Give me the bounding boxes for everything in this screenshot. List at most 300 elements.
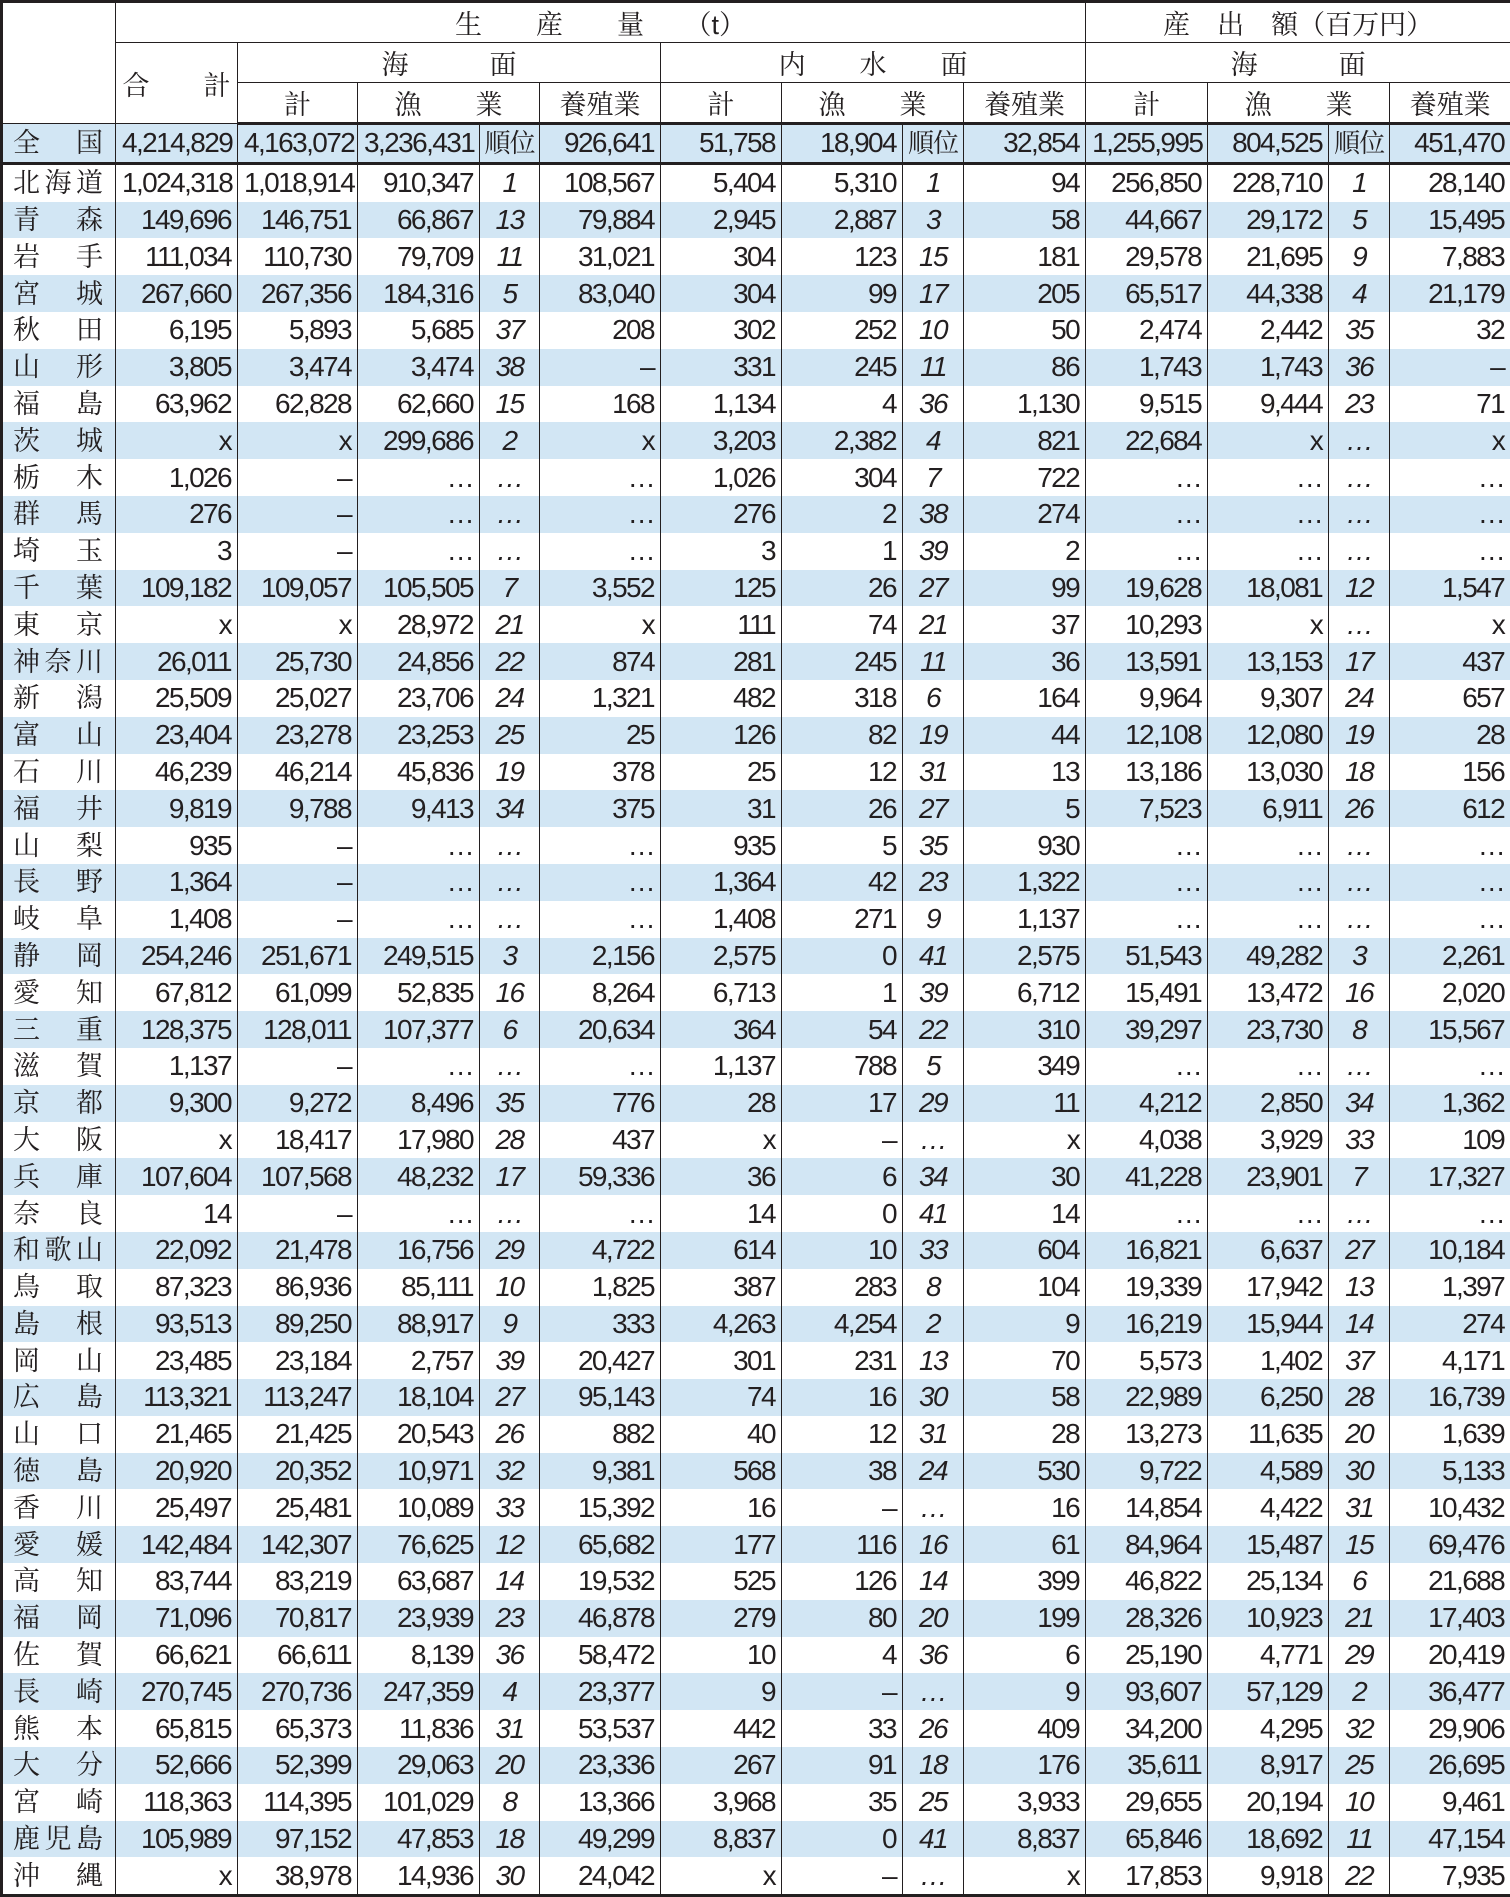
value-cell: 1,024,318 — [116, 163, 238, 201]
value-cell: 5,893 — [238, 312, 358, 349]
value-cell: 930 — [964, 827, 1086, 864]
rank-cell: 15 — [480, 386, 540, 423]
table-row — [2, 1747, 1510, 1784]
value-cell: 442 — [661, 1710, 782, 1747]
header-sea-total: 計 — [238, 83, 358, 124]
value-cell: 15,567 — [1390, 1011, 1510, 1048]
value-cell: 364 — [661, 1011, 782, 1048]
value-cell: … — [540, 827, 661, 864]
header-value-fishery: 漁 業 — [1208, 83, 1390, 124]
value-cell: 274 — [964, 496, 1086, 533]
value-cell: 23,278 — [238, 717, 358, 754]
value-cell: 3,236,431 — [358, 124, 480, 164]
value-cell: 231 — [782, 1342, 903, 1379]
value-cell: x — [661, 1857, 782, 1895]
value-cell: 21,465 — [116, 1416, 238, 1453]
value-cell: 142,484 — [116, 1526, 238, 1563]
value-cell: 83,040 — [540, 275, 661, 312]
rank-cell: 13 — [480, 202, 540, 239]
table-row — [2, 1269, 1510, 1306]
rank-cell: … — [480, 459, 540, 496]
value-cell: 66,621 — [116, 1637, 238, 1674]
rank-cell: 33 — [480, 1489, 540, 1526]
rank-cell: 31 — [1329, 1489, 1390, 1526]
value-cell: 11,635 — [1208, 1416, 1329, 1453]
value-cell: … — [540, 1195, 661, 1232]
rank-cell: 32 — [1329, 1710, 1390, 1747]
value-cell: 16 — [964, 1489, 1086, 1526]
value-cell: 245 — [782, 349, 903, 386]
value-cell: 15,944 — [1208, 1306, 1329, 1343]
value-cell: – — [782, 1122, 903, 1159]
rank-cell: 24 — [480, 680, 540, 717]
value-cell: 13,273 — [1086, 1416, 1208, 1453]
value-cell: 249,515 — [358, 938, 480, 975]
value-cell: 18,904 — [782, 124, 903, 164]
value-cell: – — [1390, 349, 1510, 386]
prefecture-name: 岐阜 — [2, 901, 116, 938]
header-sea-aquaculture: 養殖業 — [540, 83, 661, 124]
value-cell: 181 — [964, 238, 1086, 275]
value-cell: 2 — [782, 496, 903, 533]
value-cell: 5,310 — [782, 163, 903, 201]
rank-cell: 8 — [1329, 1011, 1390, 1048]
value-cell: 36,477 — [1390, 1673, 1510, 1710]
rank-cell: … — [480, 864, 540, 901]
value-cell: 70 — [964, 1342, 1086, 1379]
table-row — [2, 386, 1510, 423]
value-cell: 58 — [964, 202, 1086, 239]
value-cell: 270,745 — [116, 1673, 238, 1710]
value-cell: x — [1390, 422, 1510, 459]
rank-cell: 3 — [480, 938, 540, 975]
value-cell: … — [1390, 459, 1510, 496]
value-cell: … — [1390, 864, 1510, 901]
value-cell: 109 — [1390, 1122, 1510, 1159]
value-cell: 128,011 — [238, 1011, 358, 1048]
value-cell: 1,547 — [1390, 570, 1510, 607]
value-cell: 5,404 — [661, 163, 782, 201]
value-cell: … — [358, 1048, 480, 1085]
value-cell: 9,819 — [116, 790, 238, 827]
value-cell: 17,403 — [1390, 1600, 1510, 1637]
value-cell: 13,472 — [1208, 974, 1329, 1011]
value-cell: x — [238, 422, 358, 459]
table-row — [2, 1195, 1510, 1232]
value-cell: 125 — [661, 570, 782, 607]
rank-cell: 12 — [480, 1526, 540, 1563]
value-cell: 9,722 — [1086, 1453, 1208, 1490]
value-cell: 0 — [782, 1821, 903, 1858]
rank-cell: 7 — [1329, 1158, 1390, 1195]
value-cell: 26,695 — [1390, 1747, 1510, 1784]
value-cell: 4,214,829 — [116, 124, 238, 164]
rank-cell: 36 — [480, 1637, 540, 1674]
value-cell: 18,104 — [358, 1379, 480, 1416]
value-cell: 874 — [540, 643, 661, 680]
value-cell: 88,917 — [358, 1306, 480, 1343]
header-value-total: 計 — [1086, 83, 1208, 124]
value-cell: 63,687 — [358, 1563, 480, 1600]
value-cell: 256,850 — [1086, 163, 1208, 201]
value-cell: 9,788 — [238, 790, 358, 827]
value-cell: 23,730 — [1208, 1011, 1329, 1048]
prefecture-name: 奈良 — [2, 1195, 116, 1232]
table-row — [2, 1784, 1510, 1821]
value-cell: 304 — [661, 238, 782, 275]
value-cell: 26 — [782, 570, 903, 607]
value-cell: 1,408 — [116, 901, 238, 938]
value-cell: 66,611 — [238, 1637, 358, 1674]
value-cell: … — [540, 901, 661, 938]
rank-cell: 2 — [1329, 1673, 1390, 1710]
rank-cell: 11 — [1329, 1821, 1390, 1858]
value-cell: – — [782, 1673, 903, 1710]
value-cell: 89,250 — [238, 1306, 358, 1343]
value-cell: 20,419 — [1390, 1637, 1510, 1674]
value-cell: 6,911 — [1208, 790, 1329, 827]
rank-cell: 39 — [480, 1342, 540, 1379]
value-cell: 29,172 — [1208, 202, 1329, 239]
value-cell: 482 — [661, 680, 782, 717]
prefecture-name: 宮崎 — [2, 1784, 116, 1821]
value-cell: 11,836 — [358, 1710, 480, 1747]
value-cell: 86,936 — [238, 1269, 358, 1306]
value-cell: 44 — [964, 717, 1086, 754]
value-cell: 63,962 — [116, 386, 238, 423]
value-cell: 15,392 — [540, 1489, 661, 1526]
rank-cell: 30 — [1329, 1453, 1390, 1490]
rank-cell: 4 — [480, 1673, 540, 1710]
prefecture-name: 佐賀 — [2, 1637, 116, 1674]
value-cell: 10,293 — [1086, 606, 1208, 643]
prefecture-name: 山梨 — [2, 827, 116, 864]
value-cell: 9 — [964, 1306, 1086, 1343]
prefecture-name: 岩手 — [2, 238, 116, 275]
value-cell: 105,505 — [358, 570, 480, 607]
value-cell: 48,232 — [358, 1158, 480, 1195]
rank-cell: 31 — [480, 1710, 540, 1747]
value-cell: 108,567 — [540, 163, 661, 201]
value-cell: 46,878 — [540, 1600, 661, 1637]
value-cell: 19,628 — [1086, 570, 1208, 607]
rank-cell: 6 — [480, 1011, 540, 1048]
value-cell: 804,525 — [1208, 124, 1329, 164]
value-cell: 9 — [661, 1673, 782, 1710]
value-cell: 16,739 — [1390, 1379, 1510, 1416]
value-cell: 1,130 — [964, 386, 1086, 423]
value-cell: 331 — [661, 349, 782, 386]
rank-cell: 1 — [903, 163, 964, 201]
value-cell: 2,261 — [1390, 938, 1510, 975]
value-cell: 4,163,072 — [238, 124, 358, 164]
rank-cell: 10 — [1329, 1784, 1390, 1821]
rank-cell: 3 — [903, 202, 964, 239]
value-cell: 26 — [782, 790, 903, 827]
value-cell: 18,081 — [1208, 570, 1329, 607]
value-cell: 32,854 — [964, 124, 1086, 164]
prefecture-name: 東京 — [2, 606, 116, 643]
value-cell: … — [1208, 864, 1329, 901]
value-cell: 65,682 — [540, 1526, 661, 1563]
value-cell: 4,422 — [1208, 1489, 1329, 1526]
table-row — [2, 1526, 1510, 1563]
value-cell: … — [540, 1048, 661, 1085]
value-cell: 20,427 — [540, 1342, 661, 1379]
table-row — [2, 1379, 1510, 1416]
value-cell: 304 — [782, 459, 903, 496]
value-cell: 28,972 — [358, 606, 480, 643]
value-cell: … — [540, 533, 661, 570]
rank-cell: 2 — [480, 422, 540, 459]
value-cell: 46,239 — [116, 754, 238, 791]
value-cell: 37 — [964, 606, 1086, 643]
rank-cell: 36 — [903, 1637, 964, 1674]
value-cell: 9,515 — [1086, 386, 1208, 423]
value-cell: 51,758 — [661, 124, 782, 164]
value-cell: 1 — [782, 974, 903, 1011]
rank-cell: 24 — [1329, 680, 1390, 717]
value-cell: 375 — [540, 790, 661, 827]
value-cell: 42 — [782, 864, 903, 901]
value-cell: 17,327 — [1390, 1158, 1510, 1195]
value-cell: 437 — [1390, 643, 1510, 680]
value-cell: 164 — [964, 680, 1086, 717]
value-cell: 6,195 — [116, 312, 238, 349]
value-cell: 52,666 — [116, 1747, 238, 1784]
value-cell: 1,362 — [1390, 1085, 1510, 1122]
value-cell: 41,228 — [1086, 1158, 1208, 1195]
value-cell: 9,413 — [358, 790, 480, 827]
value-cell: … — [1208, 901, 1329, 938]
value-cell: x — [116, 1857, 238, 1895]
value-cell: 3 — [116, 533, 238, 570]
value-cell: 66,867 — [358, 202, 480, 239]
value-cell: 2 — [964, 533, 1086, 570]
value-cell: 13,186 — [1086, 754, 1208, 791]
table-row — [2, 790, 1510, 827]
table-row — [2, 974, 1510, 1011]
rank-cell: 6 — [903, 680, 964, 717]
prefecture-name: 埼玉 — [2, 533, 116, 570]
table-row — [2, 1600, 1510, 1637]
table-row — [2, 349, 1510, 386]
value-cell: 1,322 — [964, 864, 1086, 901]
value-cell: 17,853 — [1086, 1857, 1208, 1895]
rank-cell: 31 — [903, 1416, 964, 1453]
value-cell: 2,757 — [358, 1342, 480, 1379]
value-cell: x — [964, 1857, 1086, 1895]
value-cell: 20,920 — [116, 1453, 238, 1490]
value-cell: 604 — [964, 1232, 1086, 1269]
rank-cell: 11 — [903, 643, 964, 680]
value-cell: 318 — [782, 680, 903, 717]
header-inland-fishery: 漁 業 — [782, 83, 964, 124]
value-cell: 12 — [782, 1416, 903, 1453]
value-cell: … — [1208, 459, 1329, 496]
value-cell: 13,030 — [1208, 754, 1329, 791]
prefecture-name: 熊本 — [2, 1710, 116, 1747]
rank-cell: 36 — [903, 386, 964, 423]
value-cell: 149,696 — [116, 202, 238, 239]
value-cell: 31,021 — [540, 238, 661, 275]
value-cell: 10,432 — [1390, 1489, 1510, 1526]
value-cell: 74 — [782, 606, 903, 643]
rank-cell: 6 — [1329, 1563, 1390, 1600]
value-cell: … — [1086, 827, 1208, 864]
value-cell: 28,140 — [1390, 163, 1510, 201]
value-cell: 114,395 — [238, 1784, 358, 1821]
value-cell: 99 — [964, 570, 1086, 607]
value-cell: 2,575 — [964, 938, 1086, 975]
value-cell: 107,377 — [358, 1011, 480, 1048]
value-cell: 4,254 — [782, 1306, 903, 1343]
value-cell: … — [1086, 496, 1208, 533]
value-cell: 18,692 — [1208, 1821, 1329, 1858]
value-cell: 387 — [661, 1269, 782, 1306]
value-cell: 17,942 — [1208, 1269, 1329, 1306]
table-row — [2, 1158, 1510, 1195]
rank-cell: 27 — [903, 790, 964, 827]
value-cell: 1,134 — [661, 386, 782, 423]
rank-cell: 21 — [903, 606, 964, 643]
value-cell: 25,134 — [1208, 1563, 1329, 1600]
rank-cell: … — [1329, 459, 1390, 496]
rank-cell: 33 — [903, 1232, 964, 1269]
value-cell: 2,474 — [1086, 312, 1208, 349]
value-cell: … — [358, 864, 480, 901]
value-cell: 245 — [782, 643, 903, 680]
rank-cell: 39 — [903, 974, 964, 1011]
prefecture-name: 三重 — [2, 1011, 116, 1048]
value-cell: 82 — [782, 717, 903, 754]
rank-cell: 22 — [903, 1011, 964, 1048]
value-cell: 21,478 — [238, 1232, 358, 1269]
value-cell: 4,722 — [540, 1232, 661, 1269]
value-cell: 270,736 — [238, 1673, 358, 1710]
rank-cell: 25 — [1329, 1747, 1390, 1784]
value-cell: 8,139 — [358, 1637, 480, 1674]
value-cell: 4,171 — [1390, 1342, 1510, 1379]
value-cell: 65,815 — [116, 1710, 238, 1747]
table-row — [2, 901, 1510, 938]
value-cell: 1 — [782, 533, 903, 570]
value-cell: 19,339 — [1086, 1269, 1208, 1306]
value-cell: 279 — [661, 1600, 782, 1637]
rank-cell: 3 — [1329, 938, 1390, 975]
table-row — [2, 606, 1510, 643]
rank-cell: 10 — [903, 312, 964, 349]
prefecture-name: 宮城 — [2, 275, 116, 312]
value-cell: 25,509 — [116, 680, 238, 717]
rank-cell: 5 — [480, 275, 540, 312]
value-cell: 4 — [782, 386, 903, 423]
value-cell: 109,182 — [116, 570, 238, 607]
rank-cell: 41 — [903, 1821, 964, 1858]
prefecture-name: 大分 — [2, 1747, 116, 1784]
value-cell: 10,089 — [358, 1489, 480, 1526]
value-cell: 46,822 — [1086, 1563, 1208, 1600]
table-row — [2, 533, 1510, 570]
value-cell: … — [1086, 864, 1208, 901]
rank-cell: 34 — [480, 790, 540, 827]
value-cell: 1,026 — [116, 459, 238, 496]
value-cell: 58,472 — [540, 1637, 661, 1674]
table-row — [2, 680, 1510, 717]
value-cell: 271 — [782, 901, 903, 938]
rank-cell: 11 — [480, 238, 540, 275]
rank-cell: 19 — [903, 717, 964, 754]
value-cell: 71,096 — [116, 1600, 238, 1637]
rank-cell: … — [1329, 1048, 1390, 1085]
value-cell: 20,543 — [358, 1416, 480, 1453]
prefecture-name: 徳島 — [2, 1453, 116, 1490]
value-cell: 30 — [964, 1158, 1086, 1195]
value-cell: 254,246 — [116, 938, 238, 975]
rank-cell: 20 — [903, 1600, 964, 1637]
value-cell: 1,137 — [116, 1048, 238, 1085]
rank-cell: 8 — [903, 1269, 964, 1306]
value-cell: – — [238, 864, 358, 901]
prefecture-name: 岡山 — [2, 1342, 116, 1379]
rank-cell: 25 — [903, 1784, 964, 1821]
value-cell: 25 — [540, 717, 661, 754]
value-cell: 267 — [661, 1747, 782, 1784]
value-cell: 16,756 — [358, 1232, 480, 1269]
table-row — [2, 643, 1510, 680]
value-cell: 776 — [540, 1085, 661, 1122]
value-cell: 1,825 — [540, 1269, 661, 1306]
value-cell: 1,364 — [661, 864, 782, 901]
table-row — [2, 864, 1510, 901]
value-cell: 302 — [661, 312, 782, 349]
corner-cell — [2, 2, 116, 124]
value-cell: 25,497 — [116, 1489, 238, 1526]
value-cell: 251,671 — [238, 938, 358, 975]
value-cell: 1,743 — [1086, 349, 1208, 386]
value-cell: 44,338 — [1208, 275, 1329, 312]
rank-cell: 8 — [480, 1784, 540, 1821]
rank-cell: … — [480, 533, 540, 570]
value-cell: 9 — [964, 1673, 1086, 1710]
value-cell: 15,487 — [1208, 1526, 1329, 1563]
value-cell: 22,684 — [1086, 422, 1208, 459]
rank-cell: 39 — [903, 533, 964, 570]
value-cell: 2,382 — [782, 422, 903, 459]
prefecture-name: 福島 — [2, 386, 116, 423]
prefecture-name: 広島 — [2, 1379, 116, 1416]
value-cell: 2,156 — [540, 938, 661, 975]
value-cell: x — [116, 1122, 238, 1159]
value-cell: – — [238, 1048, 358, 1085]
value-cell: 101,029 — [358, 1784, 480, 1821]
prefecture-name: 栃木 — [2, 459, 116, 496]
value-cell: – — [238, 1195, 358, 1232]
value-cell: 267,356 — [238, 275, 358, 312]
value-cell: 9,300 — [116, 1085, 238, 1122]
value-cell: 61,099 — [238, 974, 358, 1011]
value-cell: 10 — [661, 1637, 782, 1674]
value-cell: x — [540, 606, 661, 643]
value-cell: 85,111 — [358, 1269, 480, 1306]
rank-cell: 4 — [903, 422, 964, 459]
value-cell: 40 — [661, 1416, 782, 1453]
rank-cell: 19 — [480, 754, 540, 791]
value-cell: … — [1208, 1195, 1329, 1232]
prefecture-name: 京都 — [2, 1085, 116, 1122]
value-cell: … — [358, 901, 480, 938]
value-cell: 36 — [661, 1158, 782, 1195]
